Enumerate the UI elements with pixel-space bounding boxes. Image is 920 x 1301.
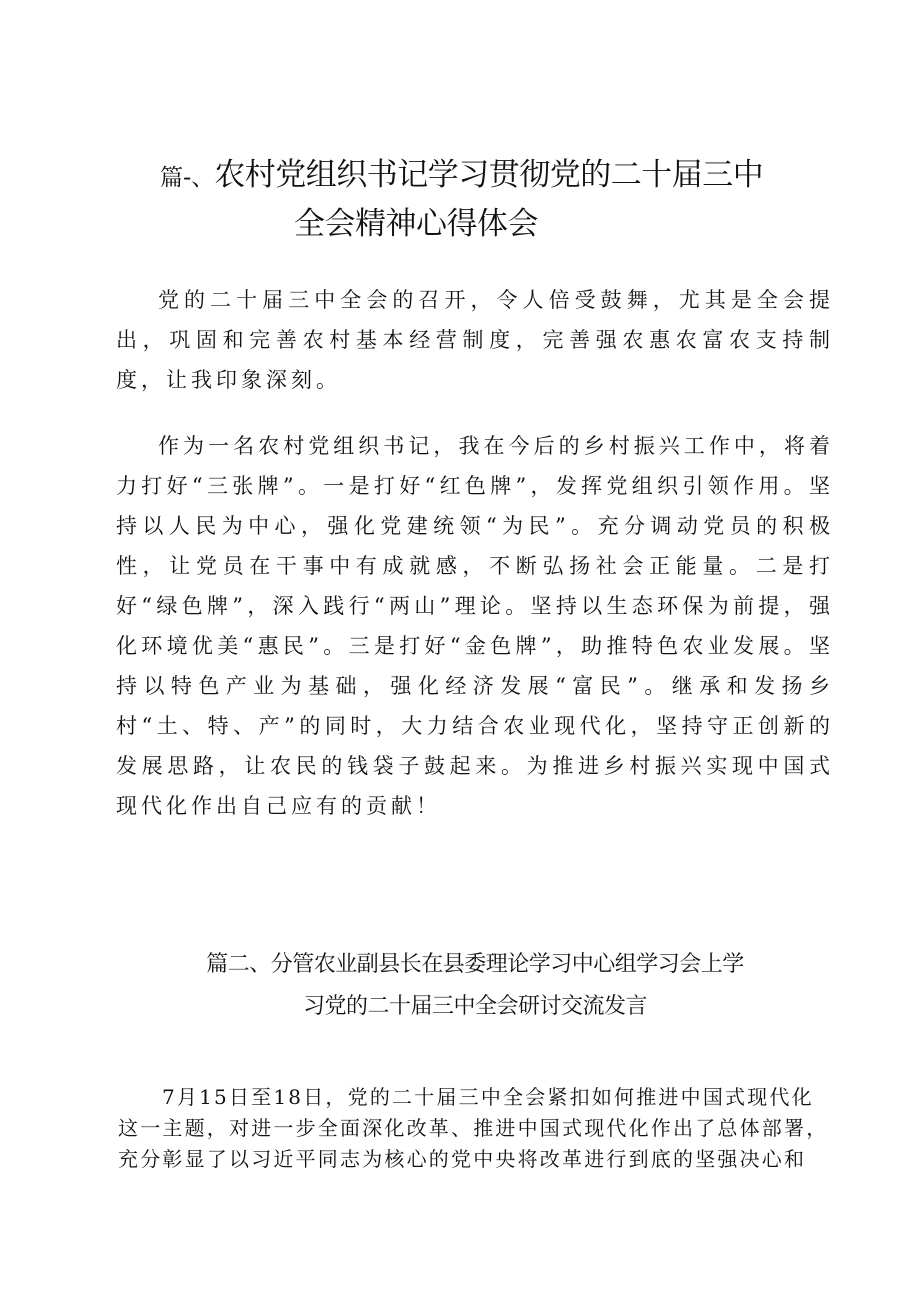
article-2-line-2: 这一主题，对进一步全面深化改革、推进中国式现代化作出了总体部署， <box>118 1116 829 1140</box>
article-1-paragraph-2: 作为一名农村党组织书记，我在今后的乡村振兴工作中，将着力打好“三张牌”。一是打好“红色牌”，发挥党组织引领作用。坚持以人民为中心，强化党建统领“为民”。充分调动党员的积极性，让党员在干事中有成就感，不断弘扬社会正能量。二是打好“绿色牌”，深入践行“两山”理论。坚持以生态环保为前提，强化环境优美“惠民”。三是打好“金色牌”，助推特色农业发展。坚持以特色产业为基础，强化经济发展“富民”。继承和发扬乡村“土、特、产”的同时，大力结合农业现代化，坚持守正创新的发展思路，让农民的钱袋子鼓起来。为推进乡村振兴实现中国式现代化作出自己应有的贡献！ <box>116 434 834 818</box>
article-2-title <box>116 944 834 1028</box>
article-2-title-line-2: 习党的二十届三中全会研讨交流发言 <box>302 994 647 1019</box>
article-2-line-3: 充分彰显了以习近平同志为核心的党中央将改革进行到底的坚强决心和 <box>118 1147 807 1171</box>
article-1-title <box>160 152 850 247</box>
article-1-body <box>116 280 834 826</box>
article-1-title-prefix: 篇-、 <box>160 165 215 191</box>
article-1-title-text-1: 农村党组织书记学习贯彻党的二十届三中 <box>214 157 764 193</box>
article-1-paragraph-1: 党的二十届三中全会的召开，令人倍受鼓舞，尤其是全会提出，巩固和完善农村基本经营制度，完善强农惠农富农支持制度，让我印象深刻。 <box>116 288 834 392</box>
article-2-line-1: 7月15日至18日，党的二十届三中全会紧扣如何推进中国式现代化 <box>162 1085 814 1109</box>
article-1-title-line-2: 全会精神心得体会 <box>294 206 538 242</box>
article-2-paragraph-1 <box>118 1082 834 1175</box>
article-2-title-line-1: 篇二、分管农业副县长在县委理论学习中心组学习会上学 <box>206 952 744 977</box>
article-2-body <box>118 1082 834 1175</box>
article-1-title-line-1 <box>160 152 850 201</box>
